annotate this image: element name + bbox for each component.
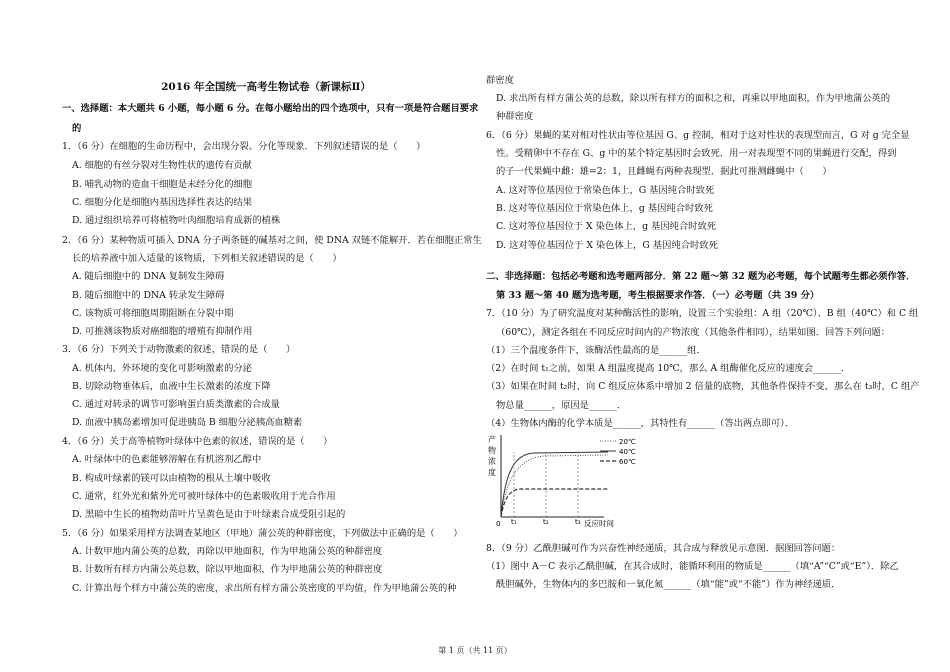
ylabel-char-3: 浓 [488, 457, 496, 466]
exam-title: 2016 年全国统一高考生物试卷（新课标Ⅱ） [161, 81, 371, 93]
curve-20c [501, 455, 608, 517]
q3-stem: 3．（6 分）下列关于动物激素的叙述，错误的是（ ） [62, 344, 296, 355]
q7-sub2: （2）在时间 t₁之前，如果 A 组温度提高 10℃，那么 A 组酶催化反应的速度会______． [486, 363, 851, 374]
q3-option-c: C. 通过对转录的调节可影响蛋白质类激素的合成量 [72, 399, 280, 410]
q7-sub1: （1）三个温度条件下，该酶活性最高的是______组． [486, 345, 706, 356]
legend-20c: 20℃ [619, 438, 636, 446]
q1-option-b: B. 哺乳动物的造血干细胞是未经分化的细胞 [72, 179, 253, 190]
q6-option-c: C. 这对等位基因位于 X 染色体上，g 基因纯合时致死 [496, 221, 717, 232]
q4-stem: 4．（6 分）关于高等植物叶绿体中色素的叙述，错误的是（ ） [62, 436, 333, 447]
q5-option-b: B. 计数所有样方内蒲公英总数，除以甲地面积，作为甲地蒲公英的种群密度 [72, 564, 383, 575]
q2-option-a: A. 随后细胞中的 DNA 复制发生障碍 [72, 271, 225, 282]
q1-option-a: A. 细胞的有丝分裂对生物性状的遗传有贡献 [72, 160, 252, 171]
ylabel-char-1: 产 [488, 435, 496, 444]
q7-stem-cont: （60℃），测定各组在不同反应时间内的产物浓度（其他条件相同），结果如图．回答下列问题： [496, 327, 891, 338]
q4-option-b: B. 构成叶绿素的镁可以由植物的根从土壤中吸收 [72, 473, 271, 484]
section1-heading: 一、选择题：本大题共 6 小题，每小题 6 分。在每小题给出的四个选项中，只有一项是符合题目要求 [62, 103, 479, 114]
q4-option-c: C. 通常，红外光和紫外光可被叶绿体中的色素吸收用于光合作用 [72, 491, 336, 502]
q5-option-c-cont: 群密度 [486, 75, 514, 86]
q3-option-b: B. 切除动物垂体后，血液中生长激素的浓度下降 [72, 381, 271, 392]
q7-sub3-cont: 物总量______，原因是______． [496, 400, 627, 411]
q6-stem-cont2: 的子一代果蝇中雌：雄=2：1，且雌蝇有两种表现型．据此可推测雌蝇中（ ） [496, 166, 832, 177]
q6-option-a: A. 这对等位基因位于常染色体上，G 基因纯合时致死 [496, 185, 715, 196]
origin-label: 0 [496, 520, 501, 528]
page-footer: 第 1 页（共 11 页） [438, 646, 512, 655]
q6-option-b: B. 这对等位基因位于常染色体上，g 基因纯合时致死 [496, 203, 713, 214]
tick-t2: t₂ [543, 518, 549, 526]
q1-option-c: C. 细胞分化是细胞内基因选择性表达的结果 [72, 197, 253, 208]
legend-60c: 60℃ [619, 458, 636, 466]
q8-stem: 8．（9 分）乙酰胆碱可作为兴奋性神经递质，其合成与释放见示意图．据图回答问题： [486, 543, 841, 554]
q7-sub3: （3）如果在时间 t₂时，向 C 组反应体系中增加 2 倍量的底物，其他条件保持不变，那么在 t₃时，C 组产 [486, 381, 920, 392]
ylabel-char-4: 度 [488, 468, 496, 477]
q4-option-d: D. 黑暗中生长的植物幼苗叶片呈黄色是由于叶绿素合成受阻引起的 [72, 509, 346, 520]
ylabel-char-2: 物 [488, 446, 496, 455]
q7-sub4: （4）生物体内酶的化学本质是______，其特性有______（答出两点即可）． [486, 418, 795, 429]
q6-stem: 6．（6 分）果蝇的某对相对性状由等位基因 G、g 控制，相对于这对性状的表现型而言，G 对 g 完全显 [486, 130, 910, 141]
q3-option-d: D. 血液中胰岛素增加可促进胰岛 B 细胞分泌胰高血糖素 [72, 417, 303, 428]
q7-stem: 7．（10 分）为了研究温度对某种酶活性的影响，设置三个实验组：A 组（20℃）、B 组（40℃）和 C 组 [486, 308, 919, 319]
q1-option-d: D. 通过组织培养可将植物叶肉细胞培育成新的植株 [72, 215, 281, 226]
q2-option-d: D. 可推测该物质对癌细胞的增殖有抑制作用 [72, 326, 253, 337]
q5-option-c: C. 计算出每个样方中蒲公英的密度，求出所有样方蒲公英密度的平均值，作为甲地蒲公英的种 [72, 583, 457, 594]
q8-sub1: （1）图中 A－C 表示乙酰胆碱，在其合成时，能循环利用的物质是______（填“A”“C”或“E”）．除乙 [486, 561, 899, 572]
q5-stem: 5．（6 分）如果采用样方法调查某地区（甲地）蒲公英的种群密度，下列做法中正确的是（ ） [62, 528, 463, 539]
q5-option-d: D. 求出所有样方蒲公英的总数，除以所有样方的面积之和，再乘以甲地面积，作为甲地蒲公英的 [496, 93, 891, 104]
section2-heading-cont: 第 33 题～第 40 题为选考题，考生根据要求作答．（一）必考题（共 39 分） [496, 290, 820, 301]
product-concentration-figure [484, 432, 662, 532]
legend-40c: 40℃ [619, 448, 636, 456]
q5-option-a: A. 计数甲地内蒲公英的总数，再除以甲地面积，作为甲地蒲公英的种群密度 [72, 546, 383, 557]
q4-option-a: A. 叶绿体中的色素能够溶解在有机溶剂乙醇中 [72, 454, 262, 465]
q6-option-d: D. 这对等位基因位于 X 染色体上，G 基因纯合时致死 [496, 240, 718, 251]
section2-heading: 二、非选择题：包括必考题和选考题两部分．第 22 题～第 32 题为必考题，每个试题考生都必须作答． [486, 271, 916, 282]
q1-stem: 1．（6 分）在细胞的生命历程中，会出现分裂、分化等现象．下列叙述错误的是（ ） [62, 141, 426, 152]
curve-60c [501, 489, 608, 517]
q2-stem: 2．（6 分）某种物质可插入 DNA 分子两条链的碱基对之间，使 DNA 双链不能解开．若在细胞正常生 [62, 235, 482, 246]
tick-t1: t₁ [511, 518, 517, 526]
curve-40c [501, 452, 608, 517]
q2-option-c: C. 该物质可将细胞周期阻断在分裂中期 [72, 308, 234, 319]
q2-option-b: B. 随后细胞中的 DNA 转录发生障碍 [72, 290, 225, 301]
q2-stem-cont: 长的培养液中加入适量的该物质，下列相关叙述错误的是（ ） [72, 253, 342, 264]
section1-heading-cont: 的 [72, 123, 82, 134]
figure-svg [484, 432, 662, 532]
q5-option-d-cont: 种群密度 [496, 111, 534, 122]
tick-t3: t₃ [575, 518, 581, 526]
q3-option-a: A. 机体内、外环境的变化可影响激素的分泌 [72, 363, 252, 374]
q8-sub1-cont: 酰胆碱外，生物体内的多巴胺和一氧化氮______（填“能”或“不能”）作为神经递质． [496, 579, 841, 590]
xlabel: 反应时间 [584, 519, 614, 528]
q6-stem-cont1: 性。受精卵中不存在 G、g 中的某个特定基因时会致死．用一对表现型不同的果蝇进行交配，得到 [496, 148, 897, 159]
